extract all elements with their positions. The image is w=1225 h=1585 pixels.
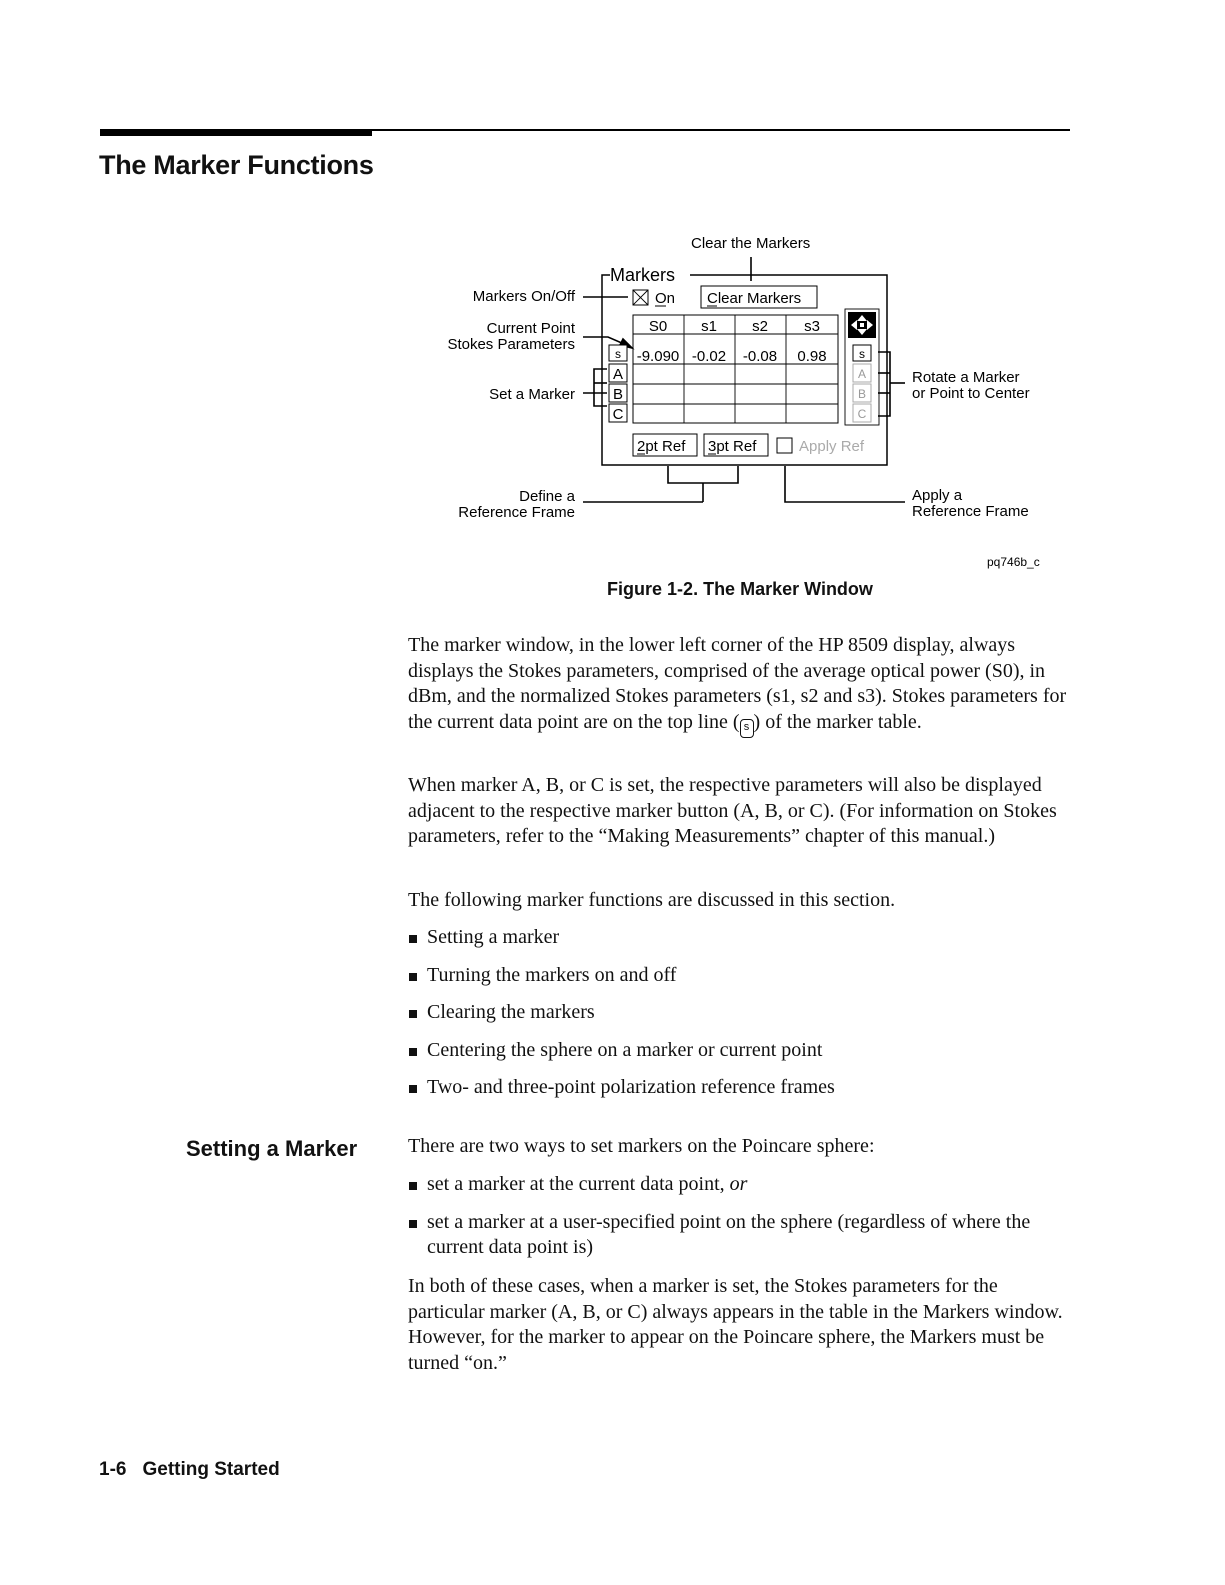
paragraph-both-cases: In both of these cases, when a marker is set, the Stokes parameters for the particular marker (A, B, or C) always appears in the table in the Markers window. However, for the marker to appear on the Poincare sphere, the Markers must be turned “on.” bbox=[408, 1275, 1063, 1374]
current-point-key-button[interactable] bbox=[609, 345, 627, 361]
callout-set-marker: Set a Marker bbox=[489, 386, 575, 403]
list-item: Centering the sphere on a marker or current point bbox=[408, 1038, 1068, 1076]
markers-on-checkbox[interactable] bbox=[633, 290, 648, 305]
markers-on-label: On bbox=[655, 290, 676, 307]
figure-drawing bbox=[420, 225, 1100, 585]
clear-markers-button[interactable] bbox=[701, 286, 817, 308]
svg-text:A: A bbox=[612, 366, 624, 383]
list-item: Two- and three-point polarization reference frames bbox=[408, 1075, 1068, 1113]
page-title: The Marker Functions bbox=[99, 150, 374, 180]
callout-clear-markers: Clear the Markers bbox=[691, 235, 811, 252]
paragraph-marker-window: The marker window, in the lower left corner of the HP 8509 display, always displays the Stokes parameters, comprised of the average optical power (S0), in dBm, and the normalized Stokes parameters (s1, s2 and s3). Stokes parameters for the current data point are on the top line ( s ) of the marker table. bbox=[408, 633, 1068, 738]
figure-caption: Figure 1-2. The Marker Window bbox=[607, 579, 873, 599]
svg-text:3pt Ref: 3pt Ref bbox=[708, 438, 757, 455]
paragraph-marker-display: When marker A, B, or C is set, the respective parameters will also be displayed adjacent to the respective marker button (A, B, or C). (For information on Stokes parameters, refer to the “Making Measurements” chapter of this manual.) bbox=[408, 774, 1057, 847]
callout-stokes-params: Stokes Parameters bbox=[447, 336, 575, 353]
list-item: Turning the markers on and off bbox=[408, 963, 1068, 1001]
column-header-s2: s2 bbox=[752, 318, 768, 335]
apply-ref-checkbox[interactable] bbox=[777, 438, 792, 453]
current-point-key-icon: s bbox=[740, 719, 754, 738]
center-arrows-icon bbox=[848, 312, 876, 338]
callout-rotate-1: Rotate a Marker bbox=[912, 369, 1020, 386]
svg-text:C: C bbox=[612, 406, 624, 423]
two-point-ref-button[interactable] bbox=[633, 434, 697, 456]
marker-window-figure bbox=[420, 225, 1100, 585]
center-marker-a-button[interactable] bbox=[853, 364, 871, 382]
paragraph-two-ways: There are two ways to set markers on the Poincare sphere: bbox=[408, 1135, 875, 1157]
three-point-ref-button[interactable] bbox=[704, 434, 768, 456]
current-s3-value: 0.98 bbox=[797, 348, 827, 365]
list-item: Setting a marker bbox=[408, 925, 1068, 963]
svg-text:B: B bbox=[857, 387, 867, 401]
list-item: set a marker at a user-specified point on the sphere (regardless of where the current data point is) bbox=[408, 1210, 1068, 1261]
callout-markers-onoff: Markers On/Off bbox=[472, 288, 575, 305]
center-marker-c-button[interactable] bbox=[853, 404, 871, 422]
column-header-s1: s1 bbox=[701, 318, 717, 335]
marker-a-set-button[interactable] bbox=[609, 364, 627, 383]
callout-rotate-2: or Point to Center bbox=[912, 385, 1030, 402]
marker-c-set-button[interactable] bbox=[609, 404, 627, 423]
current-s0-value: -9.090 bbox=[636, 348, 680, 365]
svg-text:s: s bbox=[615, 347, 621, 361]
clear-markers-label: Clear Markers bbox=[707, 290, 802, 307]
header-rule-thick bbox=[100, 129, 372, 136]
current-s2-value: -0.08 bbox=[742, 348, 778, 365]
list-item: Clearing the markers bbox=[408, 1000, 1068, 1038]
svg-text:2pt Ref: 2pt Ref bbox=[637, 438, 686, 455]
column-header-s0: S0 bbox=[648, 318, 668, 335]
list-item: set a marker at the current data point, or bbox=[408, 1172, 1068, 1198]
callout-current-point: Current Point bbox=[486, 320, 575, 337]
functions-list bbox=[408, 925, 1068, 1113]
callout-apply-ref-2: Reference Frame bbox=[912, 503, 1029, 520]
svg-text:C: C bbox=[857, 407, 867, 421]
svg-text:s: s bbox=[859, 347, 865, 361]
paragraph-functions-intro: The following marker functions are discussed in this section. bbox=[408, 889, 896, 911]
markers-window-title: Markers bbox=[610, 265, 676, 285]
footer-page-number: 1-6 bbox=[99, 1459, 127, 1480]
callout-define-ref-2: Reference Frame bbox=[458, 504, 575, 521]
footer-section: Getting Started bbox=[142, 1459, 280, 1480]
apply-ref-label: Apply Ref bbox=[799, 438, 865, 455]
column-header-s3: s3 bbox=[804, 318, 820, 335]
page-footer bbox=[99, 1459, 280, 1481]
svg-text:A: A bbox=[857, 367, 867, 381]
figure-id-code: pq746b_c bbox=[987, 555, 1040, 569]
callout-define-ref-1: Define a bbox=[519, 488, 575, 505]
center-current-point-button[interactable] bbox=[853, 345, 871, 361]
callout-apply-ref-1: Apply a bbox=[912, 487, 963, 504]
stokes-table bbox=[633, 315, 838, 423]
center-marker-b-button[interactable] bbox=[853, 384, 871, 402]
section-heading: Setting a Marker bbox=[186, 1136, 358, 1161]
ways-list bbox=[408, 1172, 1068, 1273]
svg-text:B: B bbox=[612, 386, 624, 403]
marker-b-set-button[interactable] bbox=[609, 384, 627, 403]
current-s1-value: -0.02 bbox=[691, 348, 727, 365]
